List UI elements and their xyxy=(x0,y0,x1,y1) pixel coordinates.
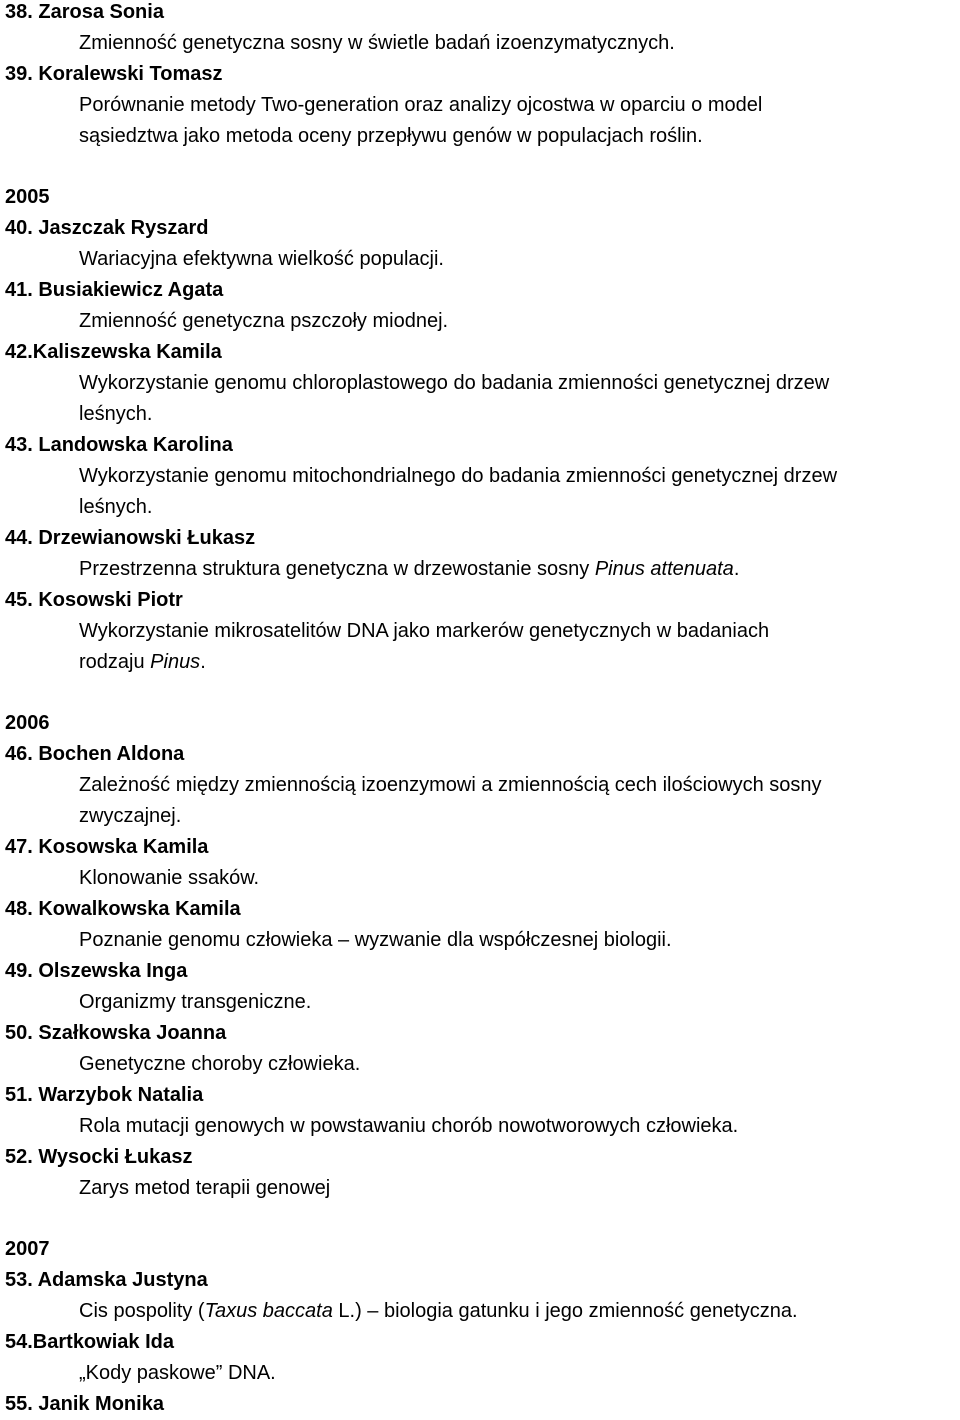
entry-40-author: 40. Jaszczak Ryszard xyxy=(5,217,209,239)
entry-52-author: 52. Wysocki Łukasz xyxy=(5,1146,193,1168)
entry-53-title xyxy=(79,1296,798,1327)
entry-44-title-end: . xyxy=(733,558,740,580)
entry-41-author: 41. Busiakiewicz Agata xyxy=(5,279,224,301)
entry-45-title-text: rodzaju xyxy=(79,651,151,673)
entry-48-title: Poznanie genomu człowieka – wyzwanie dla współczesnej biologii. xyxy=(79,929,672,951)
year-heading-2007: 2007 xyxy=(5,1238,50,1260)
entry-42-author: 42.Kaliszewska Kamila xyxy=(5,341,222,363)
entry-43-title-line-1: Wykorzystanie genomu mitochondrialnego do badania zmienności genetycznej drzew xyxy=(79,465,838,487)
entry-52-title: Zarys metod terapii genowej xyxy=(79,1177,331,1199)
entry-39-title-line-1: Porównanie metody Two-generation oraz analizy ojcostwa w oparciu o model xyxy=(79,94,763,116)
entry-39-author: 39. Koralewski Tomasz xyxy=(5,63,223,85)
entry-46-title-line-1: Zależność między zmiennością izoenzymowi a zmiennością cech ilościowych sosny xyxy=(79,774,822,796)
year-heading-2006: 2006 xyxy=(5,712,50,734)
entry-54-author: 54.Bartkowiak Ida xyxy=(5,1331,174,1353)
entry-54-title: „Kody paskowe” DNA. xyxy=(79,1362,276,1384)
entry-45-title-end: . xyxy=(200,651,206,673)
entry-46-author: 46. Bochen Aldona xyxy=(5,743,185,765)
entry-38-title: Zmienność genetyczna sosny w świetle badań izoenzymatycznych. xyxy=(79,32,675,54)
entry-44-title xyxy=(79,554,739,585)
entry-50-author: 50. Szałkowska Joanna xyxy=(5,1022,227,1044)
entry-49-title: Organizmy transgeniczne. xyxy=(79,991,312,1013)
entry-45-title-line-2 xyxy=(79,647,206,678)
entry-53-title-end: L.) – biologia gatunku i jego zmienność genetyczna. xyxy=(332,1300,798,1322)
entry-53-species-name: Taxus baccata xyxy=(204,1300,333,1322)
entry-55-author: 55. Janik Monika xyxy=(5,1393,164,1415)
entry-41-title: Zmienność genetyczna pszczoły miodnej. xyxy=(79,310,449,332)
entry-39-title-line-2: sąsiedztwa jako metoda oceny przepływu genów w populacjach roślin. xyxy=(79,125,703,147)
entry-50-title: Genetyczne choroby człowieka. xyxy=(79,1053,361,1075)
entry-45-author: 45. Kosowski Piotr xyxy=(5,589,183,611)
entry-45-title-line-1: Wykorzystanie mikrosatelitów DNA jako markerów genetycznych w badaniach xyxy=(79,620,770,642)
entry-49-author: 49. Olszewska Inga xyxy=(5,960,188,982)
entry-44-species-name: Pinus attenuata xyxy=(594,558,734,580)
entry-42-title-line-1: Wykorzystanie genomu chloroplastowego do badania zmienności genetycznej drzew xyxy=(79,372,830,394)
entry-47-author: 47. Kosowska Kamila xyxy=(5,836,209,858)
year-heading-2005: 2005 xyxy=(5,186,50,208)
entry-44-author: 44. Drzewianowski Łukasz xyxy=(5,527,256,549)
entry-53-title-text: Cis pospolity ( xyxy=(79,1300,205,1322)
entry-45-genus-name: Pinus xyxy=(150,651,201,673)
entry-51-author: 51. Warzybok Natalia xyxy=(5,1084,204,1106)
entry-40-title: Wariacyjna efektywna wielkość populacji. xyxy=(79,248,444,270)
entry-47-title: Klonowanie ssaków. xyxy=(79,867,260,889)
entry-42-title-line-2: leśnych. xyxy=(79,403,153,425)
entry-53-author: 53. Adamska Justyna xyxy=(5,1269,208,1291)
entry-44-title-text: Przestrzenna struktura genetyczna w drzewostanie sosny xyxy=(79,558,595,580)
entry-43-author: 43. Landowska Karolina xyxy=(5,434,233,456)
entry-38-author: 38. Zarosa Sonia xyxy=(5,1,164,23)
entry-43-title-line-2: leśnych. xyxy=(79,496,153,518)
entry-51-title: Rola mutacji genowych w powstawaniu chorób nowotworowych człowieka. xyxy=(79,1115,739,1137)
entry-46-title-line-2: zwyczajnej. xyxy=(79,805,182,827)
entry-48-author: 48. Kowalkowska Kamila xyxy=(5,898,241,920)
